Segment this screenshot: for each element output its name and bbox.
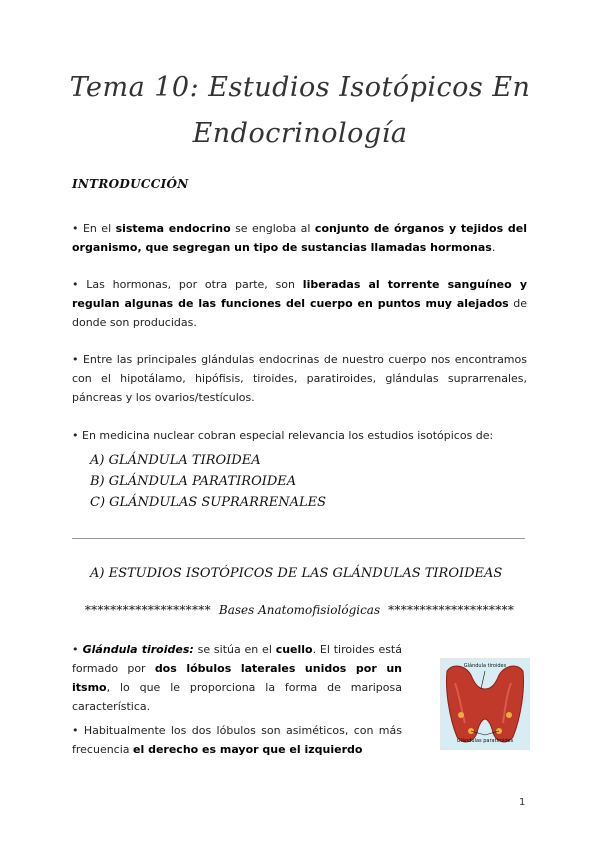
bullet: •: [72, 222, 79, 235]
paragraph-nuclear-medicine: • En medicina nuclear cobran especial relevancia los estudios isotópicos de:: [72, 429, 494, 442]
intro-heading: INTRODUCCIÓN: [72, 177, 189, 191]
paragraph-main-glands: • Entre las principales glándulas endocrinas de nuestro cuerpo nos encontramos con el hipotálamo, hipófisis, tiroides, paratiroides, glándulas suprarrenales, páncreas y los ovarios/testículos.: [72, 353, 527, 404]
bases-title: Bases Anatomofisiológicas: [218, 603, 381, 617]
list-item: B) GLÁNDULA PARATIROIDEA: [90, 474, 297, 489]
bullet: •: [72, 724, 79, 737]
bullet: •: [72, 278, 79, 291]
thyroid-drawing: [441, 659, 529, 749]
bullet: •: [72, 643, 79, 656]
list-item: A) GLÁNDULA TIROIDEA: [90, 453, 261, 468]
list-item: C) GLÁNDULAS SUPRARRENALES: [90, 495, 327, 510]
paragraph-lobe-asymmetry: • Habitualmente los dos lóbulos son asiméticos, con más frecuencia el derecho es mayor que el izquierdo: [72, 724, 402, 756]
page-title-line-1: Tema 10: Estudios Isotópicos En: [69, 72, 531, 103]
paragraph-hormones: • Las hormonas, por otra parte, son liberadas al torrente sanguíneo y regulan algunas de las funciones del cuerpo en puntos muy alejados de donde son producidas.: [72, 278, 527, 329]
paragraph-thyroid-gland: • Glándula tiroides: se sitúa en el cuello. El tiroides está formado por dos lóbulos laterales unidos por un itsmo, lo que le proporciona la forma de mariposa característica.: [72, 643, 402, 713]
figure-label-thyroid: Glándula tiroides: [463, 663, 507, 669]
page-title-line-2: Endocrinología: [192, 118, 408, 149]
bases-heading: [72, 603, 527, 617]
page-number: 1: [519, 797, 526, 808]
stars-left: ********************: [84, 603, 211, 617]
thyroid-gland-shape: [446, 666, 523, 742]
bullet: •: [72, 353, 79, 366]
gland-list: [90, 450, 326, 513]
parathyroid-gland: [506, 712, 512, 718]
figure-label-parathyroid: Glándulas paratiroides: [456, 738, 514, 744]
bullet: •: [72, 429, 79, 442]
stars-right: ********************: [388, 603, 515, 617]
parathyroid-gland: [458, 712, 464, 718]
thyroid-illustration: [440, 658, 530, 750]
thyroid-label: Glándula tiroides:: [78, 643, 194, 656]
section-divider: [72, 538, 525, 539]
section-a-heading: A) ESTUDIOS ISOTÓPICOS DE LAS GLÁNDULAS TIROIDEAS: [90, 566, 503, 581]
paragraph-endocrine-system: • En el sistema endocrino se engloba al conjunto de órganos y tejidos del organismo, que segregan un tipo de sustancias llamadas hormonas.: [72, 222, 527, 254]
